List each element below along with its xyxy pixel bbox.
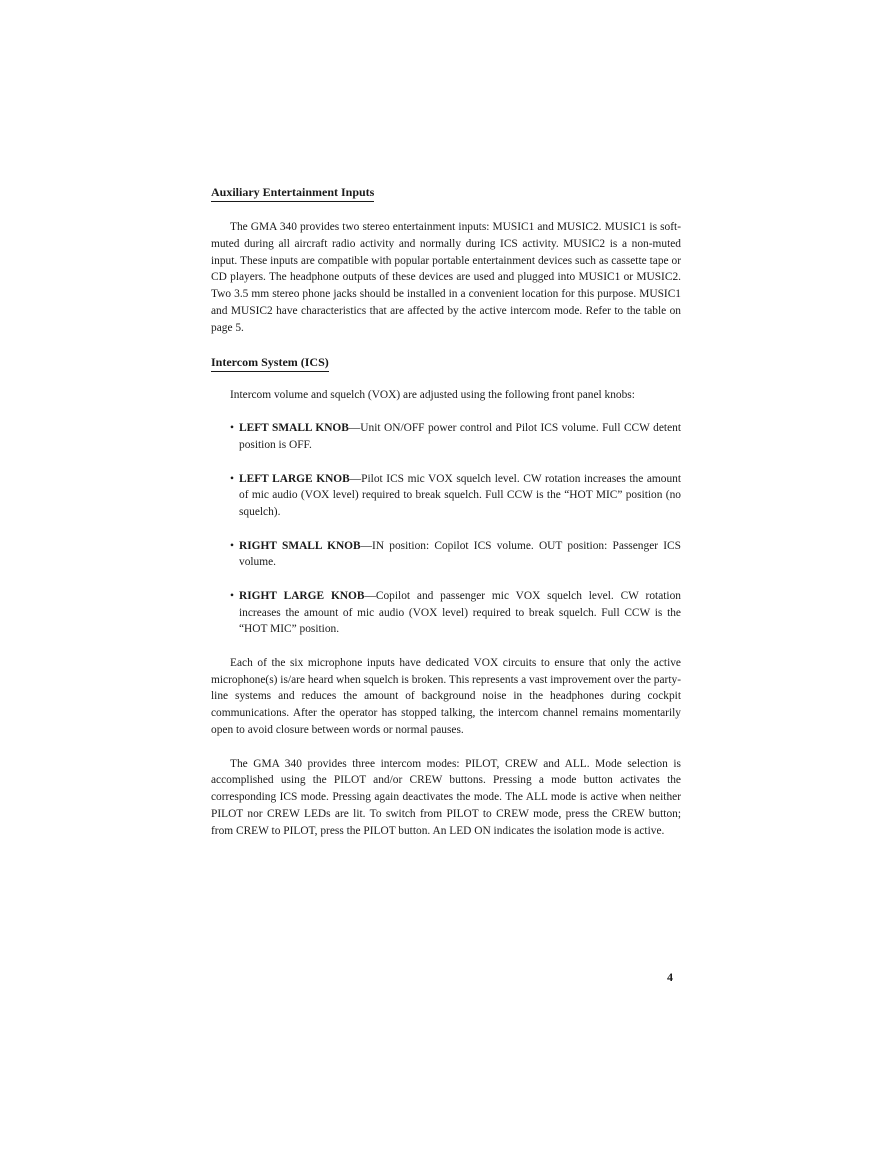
knob-description: —IN position: Copilot ICS volume. OUT position: Passenger ICS volume. (239, 539, 681, 569)
bullet-marker: • (230, 539, 234, 552)
section-intercom-system (211, 353, 681, 372)
section-heading-intercom-system: Intercom System (ICS) (211, 355, 329, 372)
knob-term: RIGHT SMALL KNOB (239, 539, 361, 552)
section-auxiliary-inputs (211, 183, 681, 202)
document-page (211, 181, 681, 839)
knob-description: —Unit ON/OFF power control and Pilot ICS volume. Full CCW detent position is OFF. (239, 422, 681, 452)
vox-circuits-paragraph: Each of the six microphone inputs have dedicated VOX circuits to ensure that only the active microphone(s) is/are heard when squelch is broken. This represents a vast improvement over the party-line systems and reduces the amount of background noise in the headphones during cockpit communications. After the operator has stopped talking, the intercom channel remains momentarily open to avoid closure between words or normal pauses. (211, 656, 681, 736)
bullet-marker: • (230, 589, 234, 602)
knob-term: LEFT SMALL KNOB (239, 422, 349, 435)
knob-term: LEFT LARGE KNOB (239, 472, 350, 485)
bullet-marker: • (230, 472, 234, 485)
knob-list-item (230, 420, 681, 454)
knob-list-item (230, 538, 681, 572)
page-number: 4 (667, 970, 673, 984)
auxiliary-inputs-paragraph: The GMA 340 provides two stereo entertainment inputs: MUSIC1 and MUSIC2. MUSIC1 is soft-muted during all aircraft radio activity and normally during ICS activity. MUSIC2 is a non-muted input. These inputs are compatible with popular portable entertainment devices such as cassette tape or CD players. The headphone outputs of these devices are used and plugged into MUSIC1 or MUSIC2. Two 3.5 mm stereo phone jacks should be installed in a convenient location for this purpose. MUSIC1 and MUSIC2 have characteristics that are affected by the active intercom mode. Refer to the table on page 5. (211, 221, 681, 334)
section-heading-auxiliary-inputs: Auxiliary Entertainment Inputs (211, 185, 374, 202)
intercom-intro-paragraph: Intercom volume and squelch (VOX) are adjusted using the following front panel knobs: (230, 388, 635, 401)
bullet-marker: • (230, 422, 234, 435)
knob-list (230, 420, 681, 638)
intercom-modes-paragraph: The GMA 340 provides three intercom modes: PILOT, CREW and ALL. Mode selection is accomplished using the PILOT and/or CREW buttons. Pressing a mode button activates the corresponding ICS mode. Pressing again deactivates the mode. The ALL mode is active when neither PILOT nor CREW LEDs are lit. To switch from PILOT to CREW mode, press the CREW button; from CREW to PILOT, press the PILOT button. An LED ON indicates the isolation mode is active. (211, 757, 681, 837)
knob-description: —Pilot ICS mic VOX squelch level. CW rotation increases the amount of mic audio (VOX level) required to break squelch. Full CCW is the “HOT MIC” position (no squelch). (239, 472, 682, 519)
knob-list-item (230, 471, 681, 521)
knob-description: —Copilot and passenger mic VOX squelch level. CW rotation increases the amount of mic audio (VOX level) required to break squelch. Full CCW is the “HOT MIC” position. (239, 589, 681, 636)
knob-term: RIGHT LARGE KNOB (239, 589, 365, 602)
knob-list-item (230, 588, 681, 638)
